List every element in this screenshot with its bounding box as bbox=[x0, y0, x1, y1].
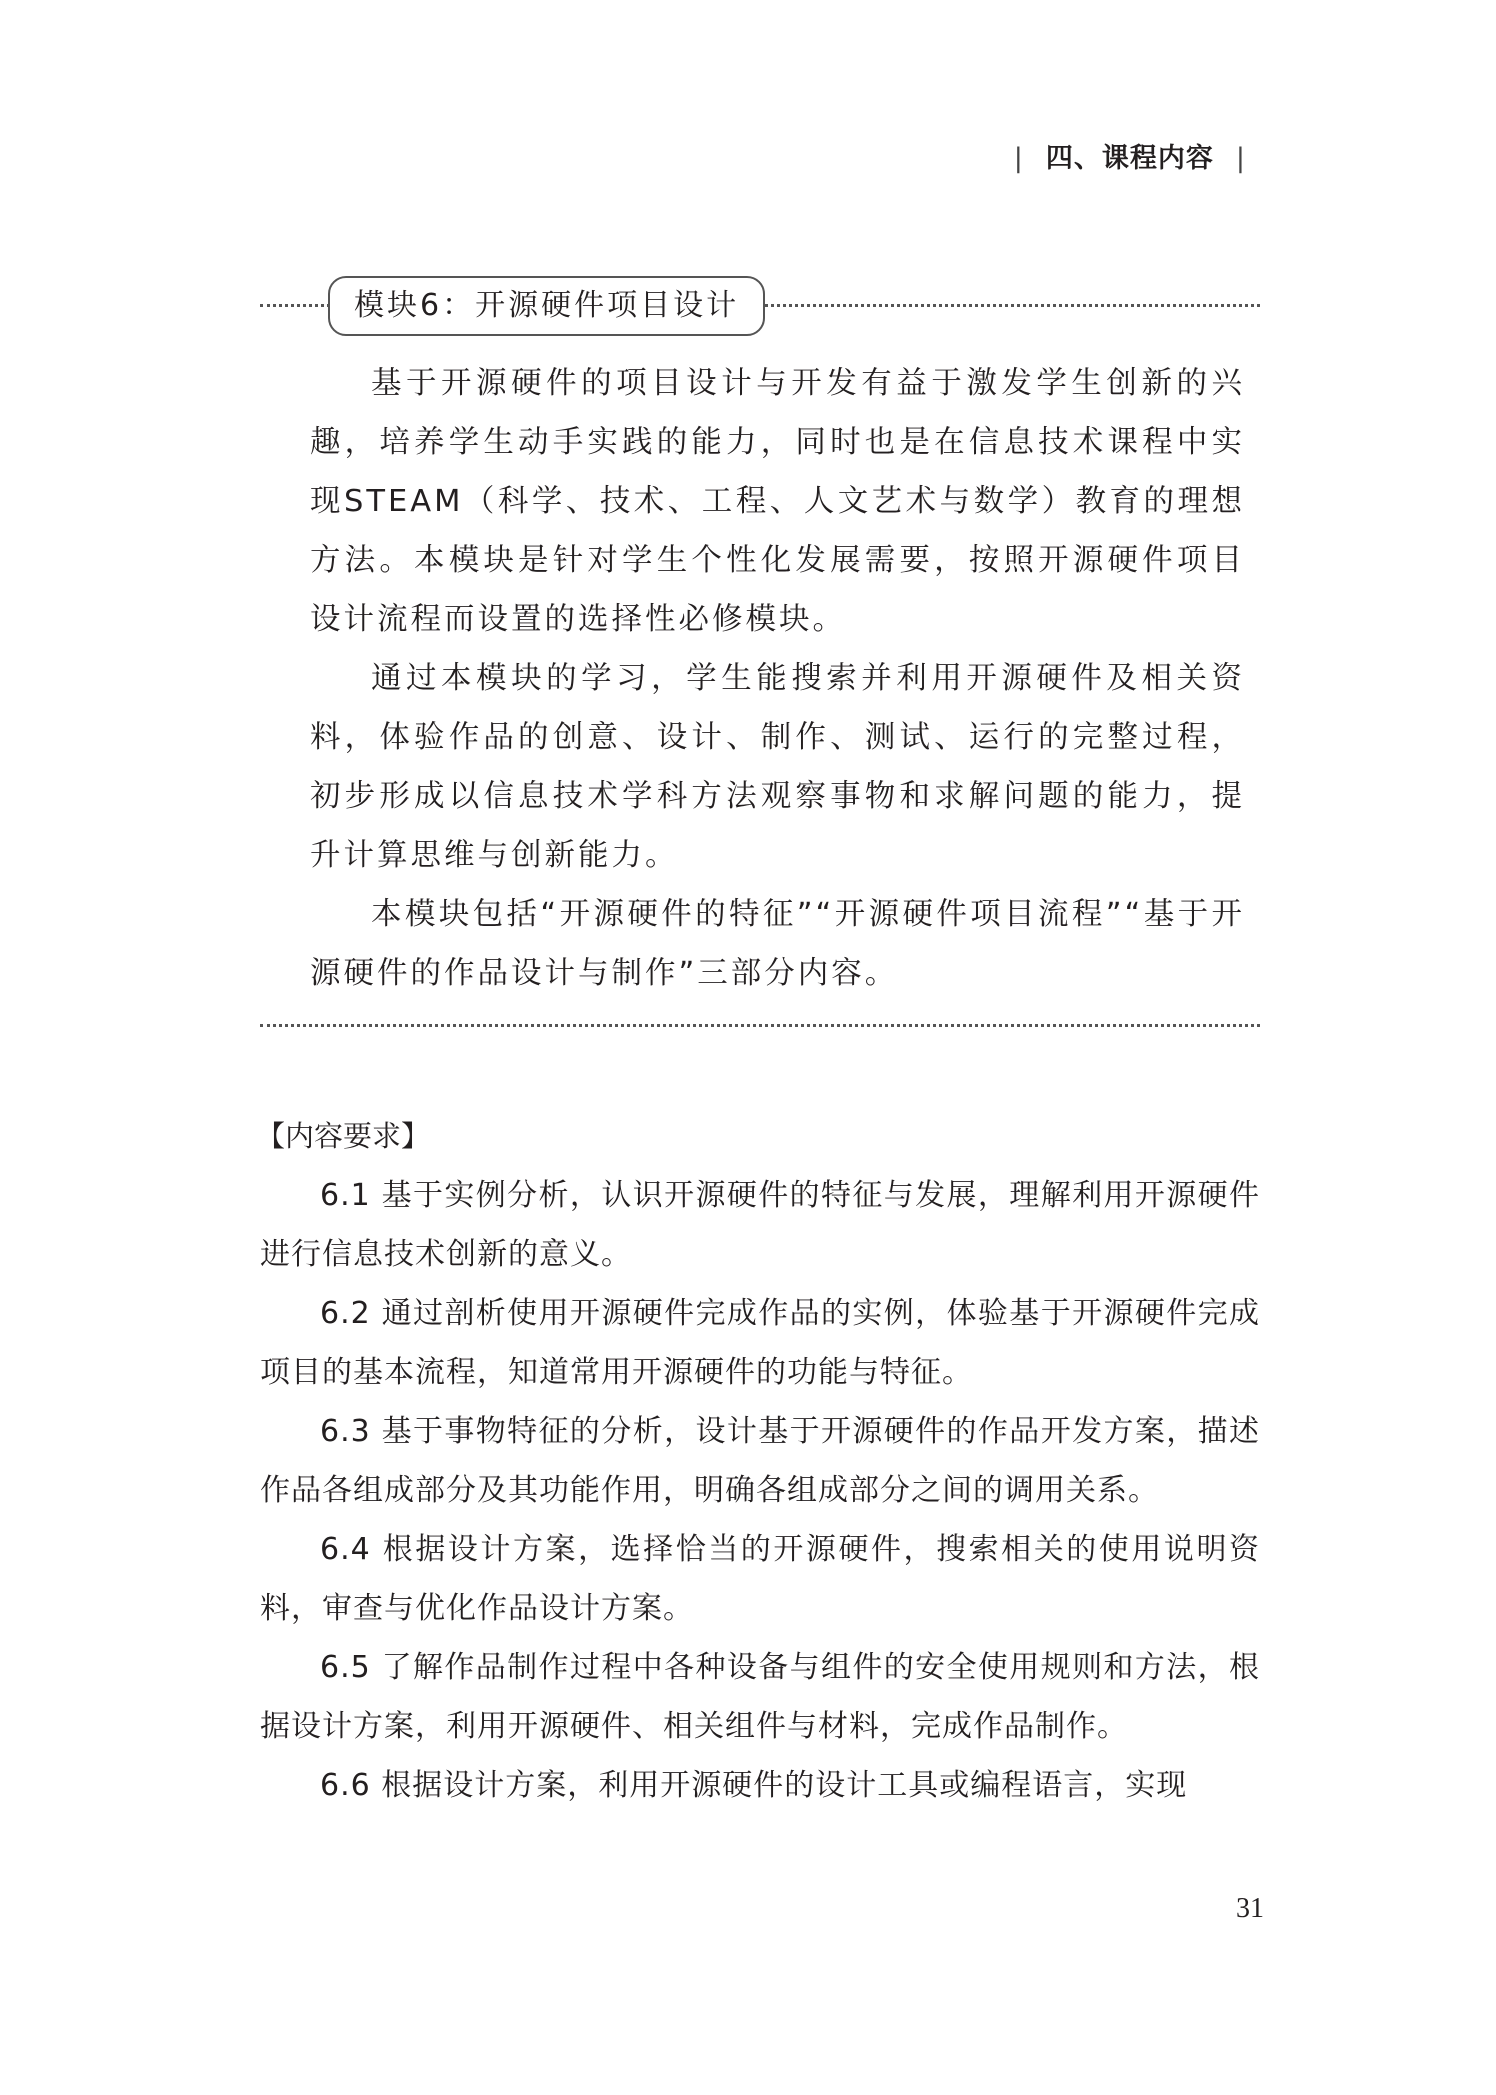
requirement-item: 6.2 通过剖析使用开源硬件完成作品的实例，体验基于开源硬件完成项目的基本流程，知道常用开源硬件的功能与特征。 bbox=[260, 1296, 1260, 1390]
requirement-item: 6.6 根据设计方案，利用开源硬件的设计工具或编程语言，实现 bbox=[320, 1768, 1188, 1803]
intro-paragraph: 通过本模块的学习，学生能搜索并利用开源硬件及相关资料，体验作品的创意、设计、制作、测试、运行的完整过程，初步形成以信息技术学科方法观察事物和求解问题的能力，提升计算思维与创新能力。 bbox=[310, 661, 1245, 873]
module-intro bbox=[310, 354, 1245, 1003]
requirement-item: 6.5 了解作品制作过程中各种设备与组件的安全使用规则和方法，根据设计方案，利用开源硬件、相关组件与材料，完成作品制作。 bbox=[260, 1650, 1260, 1744]
page-number: 31 bbox=[1236, 1893, 1264, 1924]
requirement-item: 6.4 根据设计方案，选择恰当的开源硬件，搜索相关的使用说明资料，审查与优化作品设计方案。 bbox=[260, 1532, 1260, 1626]
section-title: 四、课程内容 bbox=[1045, 143, 1214, 174]
module-intro-box bbox=[260, 272, 1260, 1062]
requirement-item: 6.3 基于事物特征的分析，设计基于开源硬件的作品开发方案，描述作品各组成部分及其功能作用，明确各组成部分之间的调用关系。 bbox=[260, 1414, 1260, 1508]
header-divider-right: | bbox=[1235, 143, 1246, 174]
intro-paragraph: 本模块包括“开源硬件的特征”“开源硬件项目流程”“基于开源硬件的作品设计与制作”三部分内容。 bbox=[310, 897, 1245, 991]
intro-paragraph: 基于开源硬件的项目设计与开发有益于激发学生创新的兴趣，培养学生动手实践的能力，同时也是在信息技术课程中实现STEAM（科学、技术、工程、人文艺术与数学）教育的理想方法。本模块是针对学生个性化发展需要，按照开源硬件项目设计流程而设置的选择性必修模块。 bbox=[310, 366, 1245, 637]
content-heading: 【内容要求】 bbox=[256, 1119, 431, 1153]
dotted-rule-bottom bbox=[260, 1024, 1260, 1027]
running-header bbox=[992, 138, 1268, 180]
requirement-item: 6.1 基于实例分析，认识开源硬件的特征与发展，理解利用开源硬件进行信息技术创新的意义。 bbox=[260, 1178, 1260, 1272]
content-requirements bbox=[256, 1106, 1260, 1815]
module-title: 模块6：开源硬件项目设计 bbox=[328, 276, 765, 336]
header-divider-left: | bbox=[1013, 143, 1024, 174]
